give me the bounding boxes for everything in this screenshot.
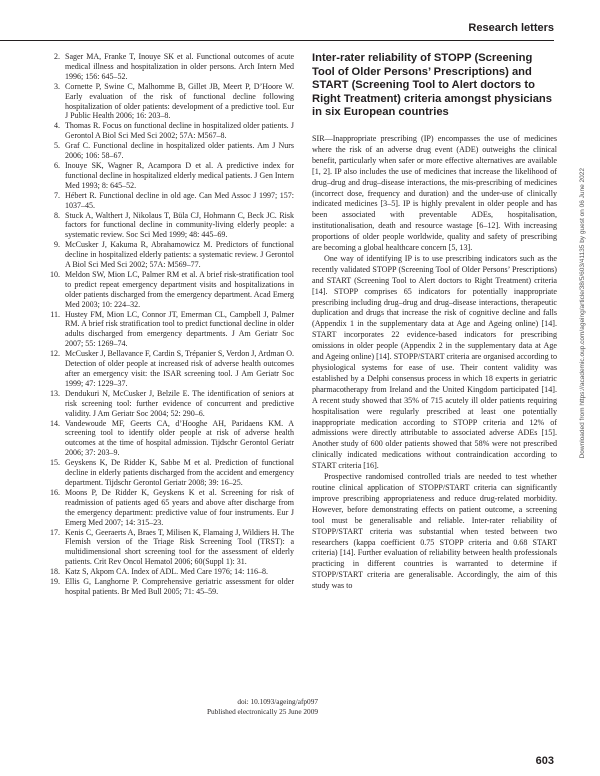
reference-number: 19. — [50, 577, 60, 587]
reference-item — [40, 567, 294, 577]
reference-text: Moons P, De Ridder K, Geyskens K et al. Screening for risk of readmission of patients aged 65 years and above after discharge from the emergency department: predictive value of four instruments. Eur J Emerg Med 2007; 14: 315–23. — [65, 487, 294, 527]
reference-number: 17. — [50, 527, 60, 537]
reference-text: Meldon SW, Mion LC, Palmer RM et al. A brief risk-stratification tool to predict repeat emergency department visits and hospitalizations in older patients discharged from the emergency department. Acad Emerg Med 2003; 10: 224–32. — [65, 269, 294, 309]
download-watermark-text: Downloaded from https://academic.oup.com/ageing/article/38/5/603/41135 by guest on 06 June 2022 — [579, 168, 586, 459]
reference-text: Graf C. Functional decline in hospitalized older patients. Am J Nurs 2006; 106: 58–67. — [65, 141, 294, 161]
reference-number: 8. — [54, 210, 60, 220]
article-column — [312, 52, 557, 592]
reference-item — [40, 488, 294, 528]
reference-number: 11. — [50, 309, 60, 319]
reference-number: 6. — [54, 160, 60, 170]
reference-text: Inouye SK, Wagner R, Acampora D et al. A predictive index for functional decline in hospitalized elderly medical patients. J Gen Intern Med 1993; 8: 645–52. — [65, 160, 294, 190]
reference-number: 10. — [50, 269, 60, 279]
reference-item — [40, 458, 294, 488]
reference-item — [40, 389, 294, 419]
reference-item — [40, 141, 294, 161]
article-body — [312, 134, 557, 592]
reference-item — [40, 419, 294, 459]
reference-text: Stuck A, Walthert J, Nikolaus T, Büla CJ, Hohmann C, Beck JC. Risk factors for functional decline in community-living elderly people: a systematic review. Soc Sci Med 1999; 48: 445–69. — [65, 210, 294, 240]
reference-item — [40, 161, 294, 191]
article-title: Inter-rater reliability of STOPP (Screening Tool of Older Persons’ Prescriptions) and START (Screening Tool to Alert doctors to Right Treatment) criteria amongst physicians in six European countries — [312, 52, 552, 119]
body-paragraph: One way of identifying IP is to use prescribing indicators such as the recently validated STOPP (Screening Tool of Older Persons’ Prescriptions) and START (Screening Tool to Alert doctors to Right Treatment) criteria [14]. STOPP comprises 65 indicators for potentially inappropriate prescribing including drug–drug and drug–disease interactions, therapeutic duplication and drugs that increase the risk of cognitive decline and falls (Appendix 1 in the supplementary data at Age and Ageing online) [14]. START incorporates 22 evidence-based indicators for prescribing omissions in older people (Appendix 2 in the supplementary data at Age and Ageing online) [14]. STOPP/START criteria are organised according to physiological systems for ease of use. Their content validity was established by a Delphi consensus process in which 18 experts in geriatric pharmacotherapy from Ireland and the United Kingdom participated [14]. A recent study showed that 35% of 715 acutely ill older patients requiring hospitalisation were regularly prescribed at least one potentially inappropriate medication according to STOPP criteria and 12% of admissions were directly attributable to associated adverse ADEs [15]. Another study of 600 older patients showed that 58% were not prescribed clinically indicated medications without contraindication according to START criteria [16]. — [312, 253, 557, 471]
reference-item — [40, 577, 294, 597]
reference-text: Hébert R. Functional decline in old age. Can Med Assoc J 1997; 157: 1037–45. — [65, 190, 294, 210]
doi-block — [176, 697, 318, 717]
reference-text: Geyskens K, De Ridder K, Sabbe M et al. Prediction of functional decline in elderly patients discharged from the accident and emergency department. Tijdschr Gerontol Geriatr 2008; 39: 16–25. — [65, 458, 294, 487]
reference-number: 12. — [50, 349, 60, 359]
reference-item — [40, 349, 294, 389]
reference-text: Dendukuri N, McCusker J, Belzile E. The identification of seniors at risk screening tool: further evidence of concurrent and predictive validity. J Am Geriatr Soc 2004; 52: 290–6. — [65, 388, 294, 418]
reference-item — [40, 191, 294, 211]
reference-number: 13. — [50, 388, 60, 398]
body-paragraph: Prospective randomised controlled trials are needed to test whether routine clinical application of STOPP/START criteria can significantly improve prescribing appropriateness and reduce drug-related morbidity. However, before demonstrating effects on patient outcome, a screening tool must be generalisable and reliable. Inter-rater reliability of STOPP/START criteria was substantial when tested between two researchers (kappa coefficient 0.75 STOPP criteria and 0.68 START criteria) [14]. Further evaluation of reliability between health professionals practicing in different countries is warranted to determine if STOPP/START criteria are generalisable. Accordingly, the aim of this study was to — [312, 472, 557, 591]
reference-item — [40, 211, 294, 241]
reference-number: 2. — [54, 52, 60, 61]
reference-text: McCusker J, Kakuma R, Abrahamowicz M. Predictors of functional decline in hospitalized elderly patients: a systematic review. J Gerontol A Biol Sci Med Sci 2002; 57A: M569–77. — [65, 240, 294, 270]
reference-number: 14. — [50, 418, 60, 428]
reference-text: Sager MA, Franke T, Inouye SK et al. Functional outcomes of acute medical illness and hospitalization in older persons. Arch Intern Med 1996; 156: 645–52. — [65, 52, 294, 81]
reference-text: Kenis C, Geeraerts A, Braes T, Milisen K, Flamaing J, Wildiers H. The Flemish version of the Triage Risk Screening Tool (TRST): a multidimensional short screening tool for the assessment of elderly patients. Crit Rev Oncol Hematol 2006; 60(Suppl 1): 31. — [65, 527, 294, 567]
download-watermark — [579, 168, 587, 588]
reference-text: Hustey FM, Mion LC, Connor JT, Emerman CL, Campbell J, Palmer RM. A brief risk stratification tool to predict functional decline in older adults discharged from emergency departments. J Am Geriatr Soc 2007; 55: 1269–74. — [65, 309, 294, 349]
page-number: 603 — [535, 755, 554, 767]
header-rule — [0, 40, 554, 41]
reference-item — [40, 121, 294, 141]
reference-text: Cornette P, Swine C, Malhomme B, Gillet JB, Meert P, D’Hoore W. Early evaluation of the risk of functional decline following hospitalization of older patients: development of a predictive tool. Eur J Public Health 2006; 16: 203–8. — [65, 81, 294, 121]
reference-item — [40, 528, 294, 568]
reference-item — [40, 310, 294, 350]
reference-number: 4. — [54, 121, 60, 131]
reference-item — [40, 270, 294, 310]
reference-item — [40, 240, 294, 270]
reference-text: Katz S, Akpom CA. Index of ADL. Med Care 1976; 14: 116–8. — [65, 567, 269, 577]
reference-number: 7. — [54, 190, 60, 200]
reference-number: 18. — [50, 567, 60, 577]
reference-text: Ellis G, Langhorne P. Comprehensive geriatric assessment for older hospital patients. Br Med Bull 2005; 71: 45–59. — [65, 577, 294, 596]
reference-column — [40, 52, 294, 597]
doi-line: doi: 10.1093/ageing/afp097 — [237, 697, 318, 706]
reference-text: Thomas R. Focus on functional decline in hospitalized older patients. J Gerontol A Biol Sci Med Sci 2002; 57A: M567–8. — [65, 121, 294, 141]
reference-text: Vandewoude MF, Geerts CA, d’Hooghe AH, Paridaens KM. A screening tool to identify older people at risk of adverse health outcomes at the time of hospital admission. Tijdschr Gerontol Geriatr 2006; 37: 203–9. — [65, 418, 294, 458]
reference-list — [40, 52, 294, 597]
section-header: Research letters — [468, 22, 554, 34]
reference-item — [40, 82, 294, 122]
reference-number: 16. — [50, 487, 60, 497]
publication-date-line: Published electronically 25 June 2009 — [206, 706, 318, 716]
reference-number: 15. — [50, 458, 60, 468]
reference-item — [40, 52, 294, 82]
reference-number: 3. — [54, 81, 60, 91]
reference-number: 5. — [54, 141, 60, 151]
body-paragraph: SIR—Inappropriate prescribing (IP) encompasses the use of medicines where the risk of an adverse drug event (ADE) outweighs the clinical benefit, particularly when safer or more effective alternatives are available [1, 2]. IP also includes the use of medicines that increase the likelihood of drug–drug and drug–disease interactions, the mis-prescribing of medicines (incorrect dose, frequency and duration) and the under-use of clinically indicated medicines [3–5]. IP is highly prevalent in older people and has been associated with preventable ADEs, hospitalisation, institutionalisation, death and resource wastage [6–12]. With increasing proportions of older people worldwide, quality and safety of prescribing are becoming a global healthcare concern [5, 13]. — [312, 133, 557, 253]
reference-text: McCusker J, Bellavance F, Cardin S, Trépanier S, Verdon J, Ardman O. Detection of older people at increased risk of adverse health outcomes after an emergency visit: the ISAR screening tool. J Am Geriatr Soc 1999; 47: 1229–37. — [65, 349, 294, 388]
reference-number: 9. — [54, 240, 60, 250]
